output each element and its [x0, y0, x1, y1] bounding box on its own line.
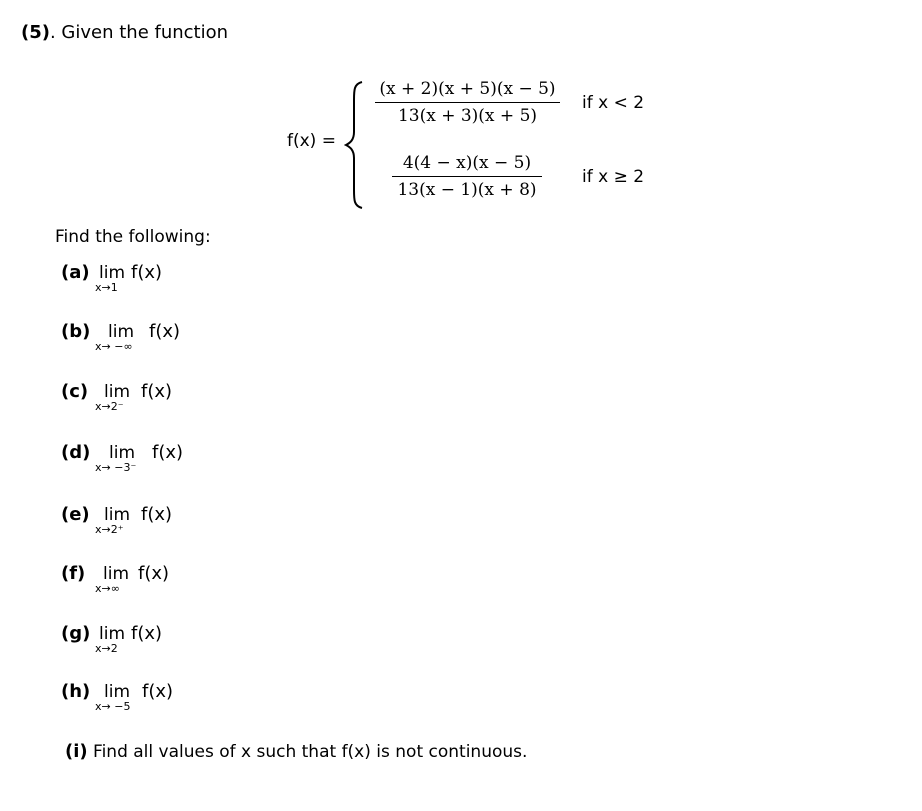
- piece-1-condition: if x < 2: [582, 93, 645, 113]
- problem-header: [21, 22, 228, 43]
- part-b-function: f(x): [149, 321, 181, 342]
- part-h-lim: lim: [104, 682, 131, 702]
- part-i-label: (i): [65, 741, 88, 762]
- instructions-text: Find the following:: [55, 227, 211, 247]
- piece-1-fraction: [375, 79, 560, 126]
- part-g-lim: lim: [99, 624, 126, 644]
- part-g-label: (g): [61, 623, 91, 644]
- part-i: [65, 741, 527, 762]
- part-d-subscript: x→ −3⁻: [95, 461, 137, 474]
- part-c-function: f(x): [141, 381, 173, 402]
- problem-number: (5): [21, 22, 50, 43]
- piece-2-condition: if x ≥ 2: [582, 167, 645, 187]
- part-e-lim: lim: [104, 505, 131, 525]
- part-b-lim: lim: [108, 322, 135, 342]
- problem-intro: . Given the function: [49, 22, 229, 43]
- part-g-function: f(x): [131, 623, 163, 644]
- part-i-text: Find all values of x such that f(x) is not continuous.: [93, 742, 528, 762]
- part-f-subscript: x→∞: [95, 582, 120, 595]
- part-a-lim: lim: [99, 263, 126, 283]
- part-g-subscript: x→2: [95, 642, 118, 655]
- part-e-subscript: x→2⁺: [95, 523, 124, 536]
- part-d-function: f(x): [152, 442, 184, 463]
- piece-2-fraction: [392, 153, 542, 200]
- piece-2-numerator: 4(4 − x)(x − 5): [402, 153, 532, 173]
- part-h-function: f(x): [142, 681, 174, 702]
- part-c-label: (c): [61, 381, 89, 402]
- part-c-subscript: x→2⁻: [95, 400, 124, 413]
- part-e-function: f(x): [141, 504, 173, 525]
- part-f-lim: lim: [103, 564, 130, 584]
- part-b-subscript: x→ −∞: [95, 340, 133, 353]
- part-d-label: (d): [61, 442, 91, 463]
- function-lhs: f(x) =: [287, 131, 336, 151]
- left-brace-icon: [344, 80, 368, 210]
- part-a-label: (a): [61, 262, 90, 283]
- part-a-function: f(x): [131, 262, 163, 283]
- part-e-label: (e): [61, 504, 90, 525]
- part-d-lim: lim: [109, 443, 136, 463]
- piece-1-denominator: 13(x + 3)(x + 5): [397, 106, 538, 126]
- part-a-subscript: x→1: [95, 281, 118, 294]
- piece-2-denominator: 13(x − 1)(x + 8): [397, 180, 537, 200]
- part-c-lim: lim: [104, 382, 131, 402]
- part-h-label: (h): [61, 681, 91, 702]
- piece-1-numerator: (x + 2)(x + 5)(x − 5): [379, 79, 556, 99]
- part-b-label: (b): [61, 321, 91, 342]
- part-f-function: f(x): [138, 563, 170, 584]
- part-f-label: (f): [61, 563, 86, 584]
- part-h-subscript: x→ −5: [95, 700, 131, 713]
